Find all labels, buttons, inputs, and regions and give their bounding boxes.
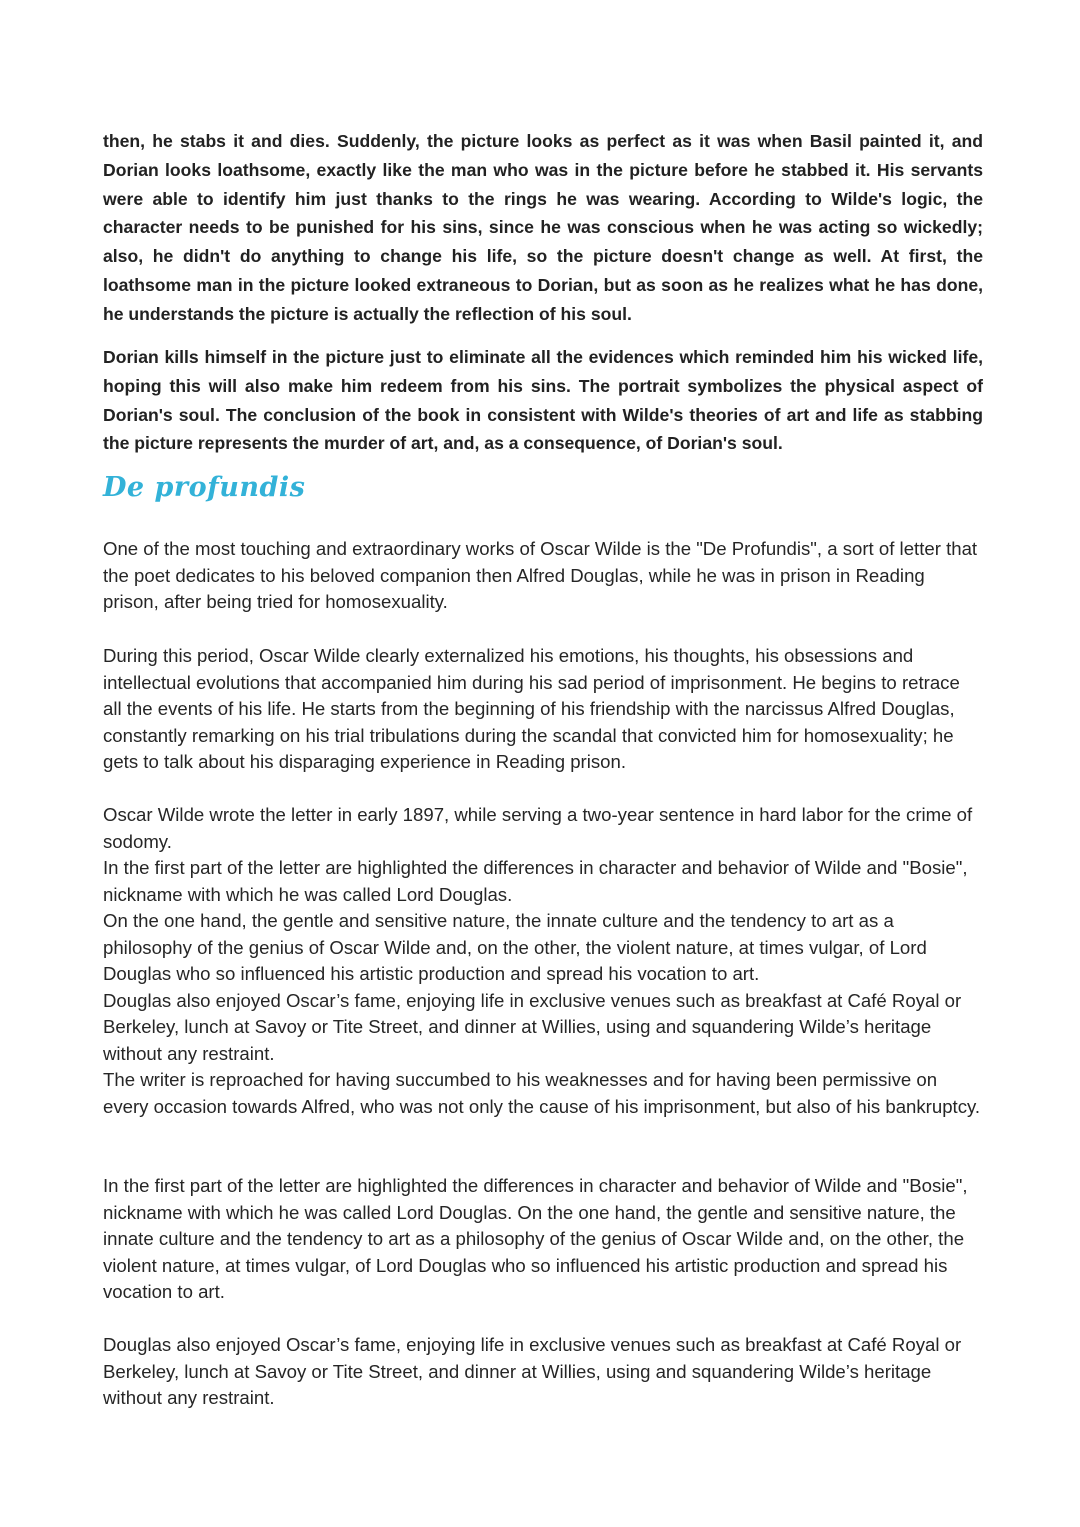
- line-reproach: The writer is reproached for having succumbed to his weaknesses and for having been permissive on every occasion towards Alfred, who was not only the cause of his imprisonment, but also of his bankruptcy.: [103, 1069, 981, 1117]
- paragraph-dorian-soul: Dorian kills himself in the picture just to eliminate all the evidences which reminded him his wicked life, hoping this will also make him redeem from his sins. The portrait symbolizes the physical aspect of Dorian's soul. The conclusion of the book in consistent with Wilde's theories of art and life as stabbing the picture represents the murder of art, and, as a consequence, of Dorian's soul.: [103, 347, 983, 454]
- paragraph-letter-details: [103, 802, 983, 1120]
- section-heading: De profundis: [103, 472, 306, 503]
- line-fame: Douglas also enjoyed Oscar’s fame, enjoying life in exclusive venues such as breakfast at Café Royal or Berkeley, lunch at Savoy or Tite Street, and dinner at Willies, using and squandering Wilde’s heritage without any restraint.: [103, 989, 962, 1064]
- paragraph-dorian-ending: then, he stabs it and dies. Suddenly, the picture looks as perfect as it was when Basil painted it, and Dorian looks loathsome, exactly like the man who was in the picture before he stabbed it. His servants were able to identify him just thanks to the rings he was wearing. According to Wilde's logic, the character needs to be punished for his sins, since he was conscious when he was acting so wickedly; also, he didn't do anything to change his life, so the picture doesn't change as well. At first, the loathsome man in the picture looked extraneous to Dorian, but as soon as he realizes what he has done, he understands the picture is actually the reflection of his soul.: [103, 131, 983, 324]
- line-natures: On the one hand, the gentle and sensitive nature, the innate culture and the tendency to art as a philosophy of the genius of Oscar Wilde and, on the other, the violent nature, at times vulgar, of Lord Douglas who so influenced his artistic production and spread his vocation to art.: [103, 910, 927, 984]
- paragraph-intro: One of the most touching and extraordinary works of Oscar Wilde is the "De Profundis", a sort of letter that the poet dedicates to his beloved companion then Alfred Douglas, while he was in prison in Reading prison, after being tried for homosexuality.: [103, 538, 978, 612]
- paragraph-imprisonment: During this period, Oscar Wilde clearly externalized his emotions, his thoughts, his obsessions and intellectual evolutions that accompanied him during his sad period of imprisonment. He begins to retrace all the events of his life. He starts from the beginning of his friendship with the narcissus Alfred Douglas, constantly remarking on his trial tribulations during the scandal that convicted him for homosexuality; he gets to talk about his disparaging experience in Reading prison.: [103, 645, 960, 772]
- paragraph-differences: In the first part of the letter are highlighted the differences in character and behavior of Wilde and "Bosie", nickname with which he was called Lord Douglas. On the one hand, the gentle and sensitive nature, the innate culture and the tendency to art as a philosophy of the genius of Oscar Wilde and, on the other, the violent nature, at times vulgar, of Lord Douglas who so influenced his artistic production and spread his vocation to art.: [103, 1175, 968, 1302]
- line-differences: In the first part of the letter are highlighted the differences in character and behavior of Wilde and "Bosie", nickname with which he was called Lord Douglas.: [103, 857, 968, 905]
- paragraph-fame: Douglas also enjoyed Oscar’s fame, enjoying life in exclusive venues such as breakfast at Café Royal or Berkeley, lunch at Savoy or Tite Street, and dinner at Willies, using and squandering Wilde’s heritage without any restraint.: [103, 1334, 962, 1408]
- line-letter-date: Oscar Wilde wrote the letter in early 1897, while serving a two-year sentence in hard labor for the crime of sodomy.: [103, 804, 973, 852]
